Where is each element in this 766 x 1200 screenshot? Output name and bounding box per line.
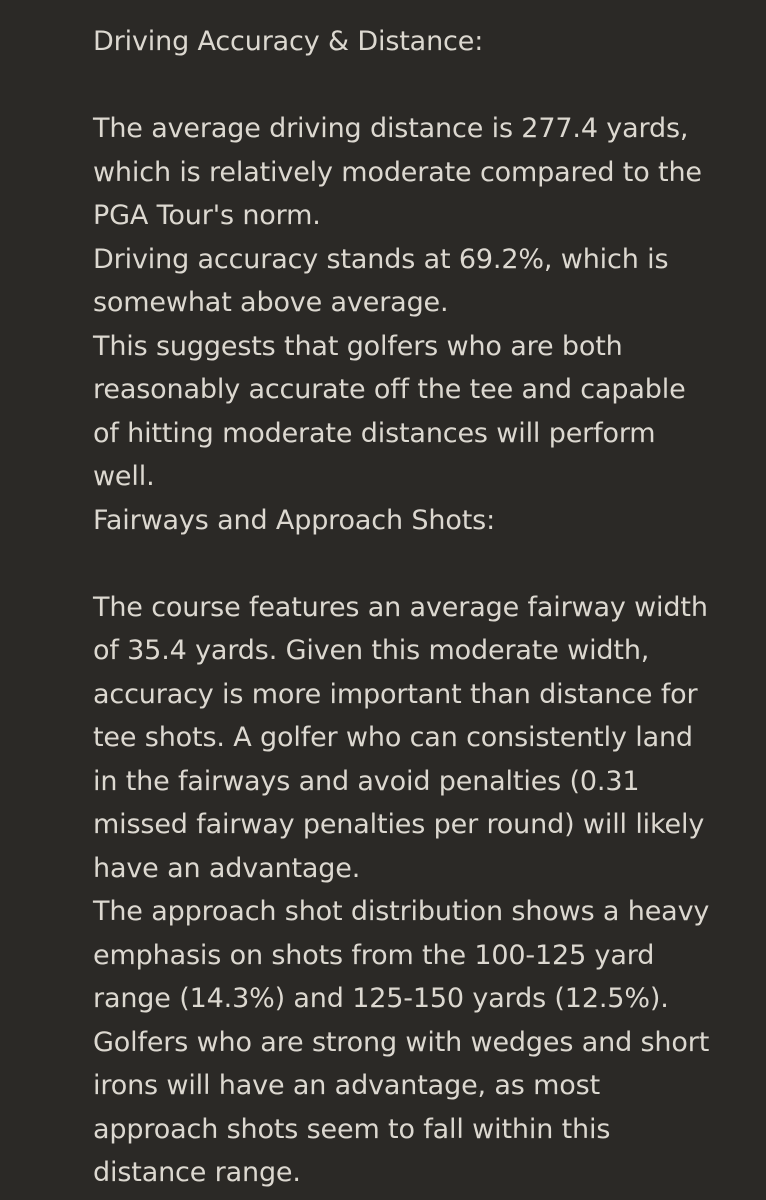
text-line: Golfers who are strong with wedges and short xyxy=(93,1026,710,1058)
text-line: This suggests that golfers who are both xyxy=(93,330,623,362)
paragraph-gap xyxy=(93,64,736,108)
text-line: irons will have an advantage, as most xyxy=(93,1070,601,1101)
text-line: approach shots seem to fall within this xyxy=(93,1113,611,1145)
text-line: The approach shot distribution shows a heavy xyxy=(93,896,710,927)
text-line: of hitting moderate distances will perform xyxy=(93,417,656,449)
text-line: accuracy is more important than distance for xyxy=(93,678,698,710)
text-line: which is relatively moderate compared to the xyxy=(93,156,702,188)
text-line: reasonably accurate off the tee and capable xyxy=(93,374,686,405)
text-line: Driving accuracy stands at 69.2%, which is xyxy=(93,243,669,275)
text-line: in the fairways and avoid penalties (0.31 xyxy=(93,765,640,797)
text-line: PGA Tour's norm. xyxy=(93,200,321,231)
text-line: tee shots. A golfer who can consistently land xyxy=(93,722,693,753)
text-line: missed fairway penalties per round) will likely xyxy=(93,809,705,840)
text-line: The course features an average fairway width xyxy=(93,591,708,623)
text-line: have an advantage. xyxy=(93,852,361,884)
text-line: range (14.3%) and 125-150 yards (12.5%). xyxy=(93,983,669,1014)
text-line: somewhat above average. xyxy=(93,287,449,318)
paragraph-gap xyxy=(93,542,736,586)
text-line: of 35.4 yards. Given this moderate width, xyxy=(93,635,650,666)
section-heading-driving: Driving Accuracy & Distance: xyxy=(93,26,484,57)
text-line: well. xyxy=(93,461,155,492)
section-heading-fairways: Fairways and Approach Shots: xyxy=(93,504,496,536)
text-line: The average driving distance is 277.4 yards, xyxy=(93,113,689,144)
text-line: distance range. xyxy=(93,1157,301,1188)
text-line: emphasis on shots from the 100-125 yard xyxy=(93,939,655,971)
